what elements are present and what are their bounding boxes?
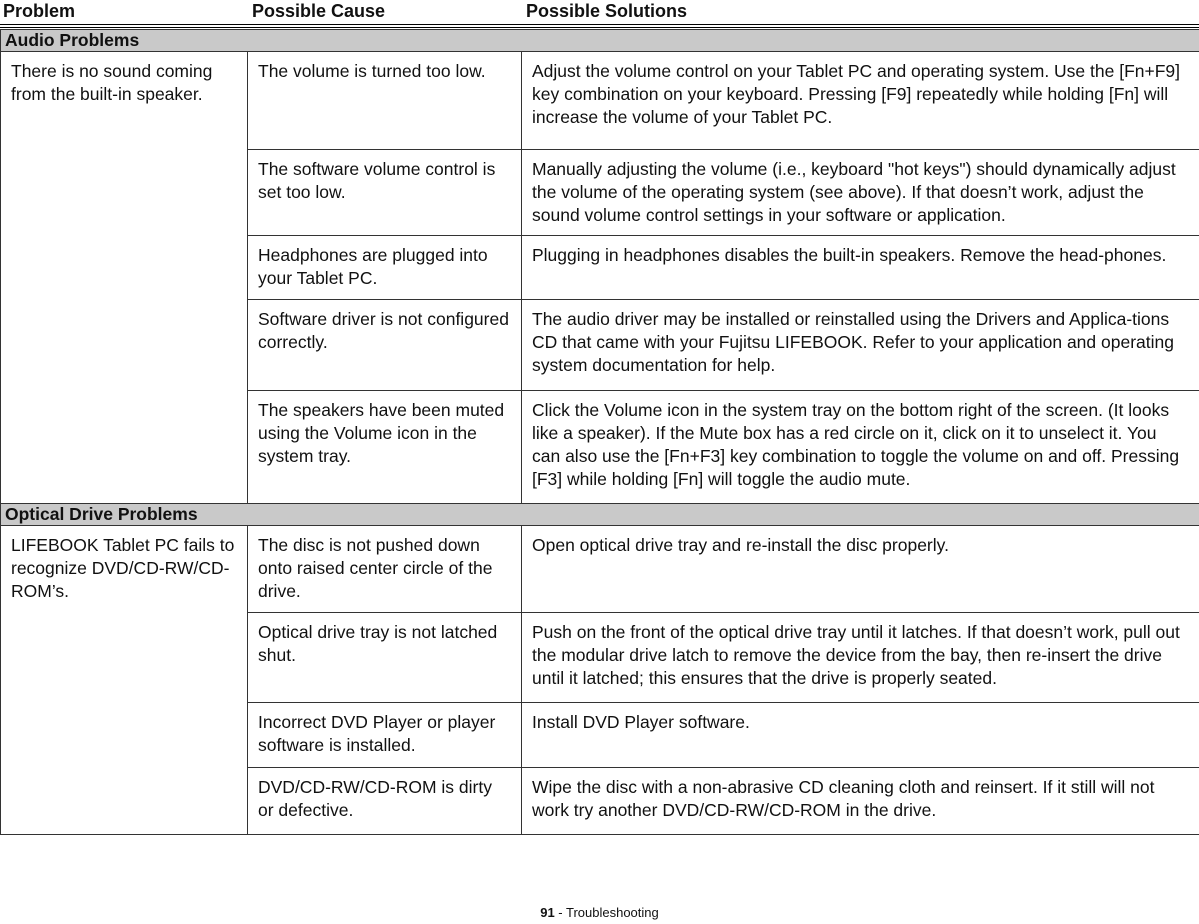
header-rule-bottom (0, 27, 1199, 28)
header-possible-cause: Possible Cause (252, 1, 386, 21)
section-title-optical: Optical Drive Problems (1, 504, 1199, 526)
section-header-row (1, 504, 1199, 526)
cause-cell: The software volume control is set too low. (248, 150, 522, 236)
cause-cell: The speakers have been muted using the Volume icon in the system tray. (248, 391, 522, 504)
solution-cell: Plugging in headphones disables the built-in speakers. Remove the head-phones. (522, 236, 1199, 300)
table-header (0, 0, 1199, 24)
cause-cell: Incorrect DVD Player or player software is installed. (248, 703, 522, 768)
section-title-audio: Audio Problems (1, 30, 1199, 52)
cause-cell: Headphones are plugged into your Tablet PC. (248, 236, 522, 300)
troubleshooting-table (0, 29, 1199, 835)
cause-cell: The disc is not pushed down onto raised center circle of the drive. (248, 526, 522, 613)
solution-cell: Install DVD Player software. (522, 703, 1199, 768)
page-number: 91 (540, 905, 555, 920)
solution-cell: Open optical drive tray and re-install the disc properly. (522, 526, 1199, 613)
header-rule-top (0, 24, 1199, 25)
cause-cell: DVD/CD-RW/CD-ROM is dirty or defective. (248, 768, 522, 835)
cause-cell: Software driver is not configured correctly. (248, 300, 522, 391)
solution-cell: Click the Volume icon in the system tray on the bottom right of the screen. (It looks like a speaker). If the Mute box has a red circle on it, click on it to unselect it. You can also use the [Fn+F3] key combination to toggle the volume on and off. Pressing [F3] while holding [Fn] will toggle the audio mute. (522, 391, 1199, 504)
header-possible-solutions: Possible Solutions (526, 1, 688, 21)
problem-cell: LIFEBOOK Tablet PC fails to recognize DVD/CD-RW/CD-ROM’s. (1, 526, 248, 835)
section-header-row (1, 30, 1199, 52)
solution-cell: The audio driver may be installed or reinstalled using the Drivers and Applica-tions CD that came with your Fujitsu LIFEBOOK. Refer to your application and operating system documentation for help. (522, 300, 1199, 391)
problem-cell: There is no sound coming from the built-in speaker. (1, 52, 248, 504)
table-row (1, 52, 1199, 150)
solution-cell: Manually adjusting the volume (i.e., keyboard "hot keys") should dynamically adjust the volume of the operating system (see above). If that doesn’t work, adjust the sound volume control settings in your software or application. (522, 150, 1199, 236)
page-footer (0, 905, 1199, 920)
solution-cell: Push on the front of the optical drive tray until it latches. If that doesn’t work, pull out the modular drive latch to remove the device from the bay, then re-insert the drive until it latched; this ensures that the drive is properly seated. (522, 613, 1199, 703)
cause-cell: Optical drive tray is not latched shut. (248, 613, 522, 703)
footer-section: - Troubleshooting (554, 905, 659, 920)
solution-cell: Wipe the disc with a non-abrasive CD cleaning cloth and reinsert. If it still will not work try another DVD/CD-RW/CD-ROM in the drive. (522, 768, 1199, 835)
cause-cell: The volume is turned too low. (248, 52, 522, 150)
solution-cell: Adjust the volume control on your Tablet PC and operating system. Use the [Fn+F9] key combination on your keyboard. Pressing [F9] repeatedly while holding [Fn] will increase the volume of your Tablet PC. (522, 52, 1199, 150)
table-row (1, 526, 1199, 613)
header-problem: Problem (3, 1, 76, 21)
